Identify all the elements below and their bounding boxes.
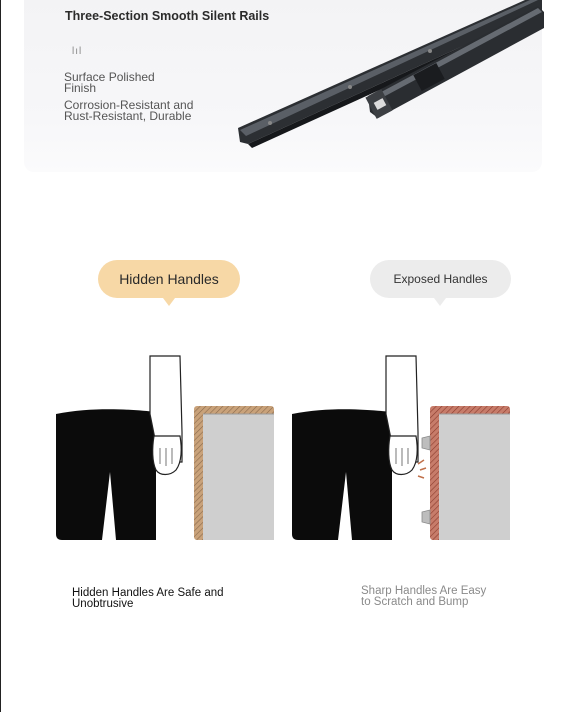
hidden-handles-label: Hidden Handles bbox=[119, 271, 219, 287]
drawer-rails-image bbox=[230, 0, 550, 160]
hand-icon bbox=[153, 436, 182, 475]
feature-corrosion-line2: Rust-Resistant, Durable bbox=[64, 109, 192, 123]
exposed-handles-label: Exposed Handles bbox=[393, 272, 488, 286]
hidden-caption-line1: Hidden Handles Are Safe and bbox=[72, 587, 224, 599]
exposed-handles-bubble bbox=[370, 260, 511, 298]
hidden-handles-illustration bbox=[56, 352, 276, 544]
feature-polished bbox=[64, 72, 155, 94]
hidden-handles-bubble bbox=[98, 260, 240, 298]
hidden-bubble-tail bbox=[163, 298, 175, 306]
exposed-handles-caption bbox=[361, 586, 486, 608]
upper-rail bbox=[238, 0, 542, 148]
protruding-handle-icon bbox=[422, 436, 430, 524]
rails-mark: lıl bbox=[72, 46, 83, 57]
person-silhouette bbox=[56, 409, 156, 540]
exposed-caption-line2: to Scratch and Bump bbox=[361, 596, 469, 608]
cabinet-flush bbox=[194, 406, 274, 540]
person-silhouette bbox=[292, 409, 392, 540]
feature-corrosion bbox=[64, 100, 193, 122]
feature-corrosion-line1: Corrosion-Resistant and bbox=[64, 98, 194, 112]
exposed-handles-illustration bbox=[292, 352, 512, 544]
exposed-caption-line1: Sharp Handles Are Easy bbox=[361, 585, 487, 597]
rails-title: Three-Section Smooth Silent Rails bbox=[65, 9, 270, 23]
exposed-bubble-tail bbox=[434, 298, 446, 306]
hidden-caption-line2: Unobtrusive bbox=[72, 598, 134, 610]
feature-polished-line2: Finish bbox=[64, 81, 97, 95]
cabinet-with-handles bbox=[430, 406, 510, 540]
left-border-line bbox=[0, 0, 1, 712]
feature-polished-line1: Surface Polished bbox=[64, 70, 155, 84]
impact-marks-icon bbox=[418, 460, 426, 478]
hand-icon bbox=[389, 436, 418, 475]
hidden-handles-caption bbox=[72, 588, 224, 610]
